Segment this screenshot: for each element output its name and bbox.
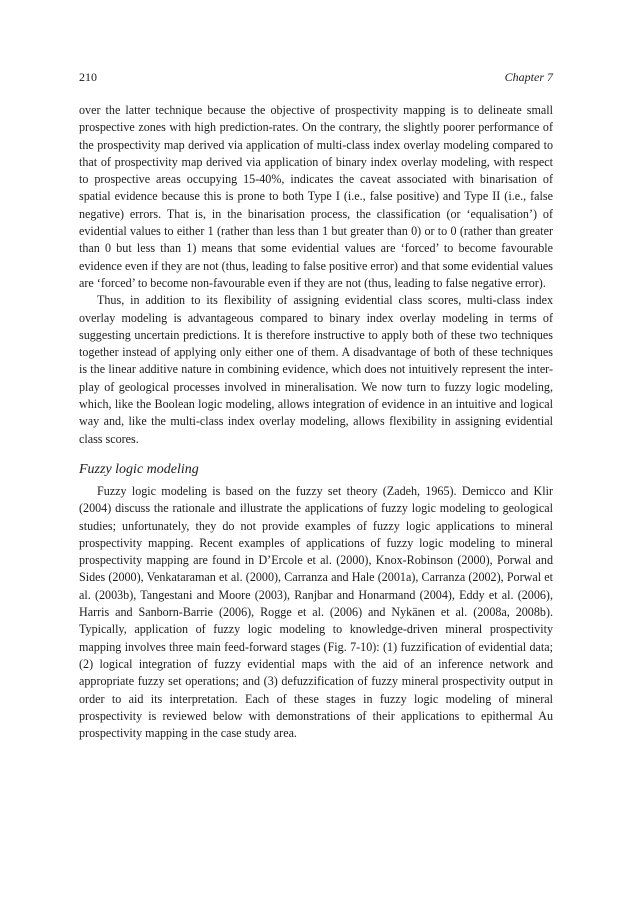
book-page <box>79 70 553 742</box>
chapter-label: Chapter 7 <box>504 70 553 84</box>
continued-paragraph: over the latter technique because the objective of prospectivity mapping is to delineate small prospective zones with high prediction-rates. On the contrary, the slightly poorer performance of the prospectivity map derived via application of multi-class index overlay modeling compared to that of prospectivity map derived via application of binary index overlay modeling, with respect to prospective areas occupying 15-40%, indicates the caveat associated with binarisation of spatial evidence because this is prone to both Type I (i.e., false positive) and Type II (i.e., false negative) errors. That is, in the binarisation process, the classification (or ‘equalisation’) of evidential values to either 1 (rather than less than 1 but greater than 0) or to 0 (rather than greater than 0 but less than 1) means that some evidential values are ‘forced’ to become favourable evidence even if they are not (thus, leading to false positive error) and that some evidential values are ‘forced’ to become non-favourable even if they are not (thus, leading to false negative error). <box>79 103 553 290</box>
body-text <box>79 102 553 742</box>
section-heading: Fuzzy logic modeling <box>79 461 199 477</box>
paragraph-index-overlay-comparison: Thus, in addition to its flexibility of assigning evidential class scores, multi-class index overlay modeling is advantageous compared to binary index overlay modeling in terms of suggesting uncertain predictions. It is therefore instructive to apply both of these two techniques together instead of applying only either one of them. A disadvantage of both of these techniques is the linear additive nature in combining evidence, which does not intuitively represent the inter-play of geological processes involved in mineralisation. We now turn to fuzzy logic modeling, which, like the Boolean logic modeling, allows integration of evidence in an intuitive and logical way and, like the multi-class index overlay modeling, allows flexibility in assigning evidential class scores. <box>79 293 553 446</box>
paragraph-fuzzy-logic-intro: Fuzzy logic modeling is based on the fuzzy set theory (Zadeh, 1965). Demicco and Klir (2004) discuss the rationale and illustrate the applications of fuzzy logic modeling to geological studies; unfortunately, they do not provide examples of fuzzy logic applications to mineral prospectivity mapping. Recent examples of applications of fuzzy logic modeling to mineral prospectivity mapping are found in D’Ercole et al. (2000), Knox-Robinson (2000), Porwal and Sides (2000), Venkataraman et al. (2000), Carranza and Hale (2001a), Carranza (2002), Porwal et al. (2003b), Tangestani and Moore (2003), Ranjbar and Honarmand (2004), Eddy et al. (2006), Harris and Sanborn-Barrie (2006), Rogge et al. (2006) and Nykänen et al. (2008a, 2008b). Typically, application of fuzzy logic modeling to knowledge-driven mineral prospectivity mapping involves three main feed-forward stages (Fig. 7-10): (1) fuzzification of evidential data; (2) logical integration of fuzzy evidential maps with the aid of an inference network and appropriate fuzzy set operations; and (3) defuzzification of fuzzy mineral prospectivity output in order to aid its interpretation. Each of these stages in fuzzy logic modeling of mineral prospectivity is reviewed below with demonstrations of their applications to epithermal Au prospectivity mapping in the case study area. <box>79 483 553 741</box>
running-head <box>79 70 553 90</box>
page-number: 210 <box>79 70 97 84</box>
